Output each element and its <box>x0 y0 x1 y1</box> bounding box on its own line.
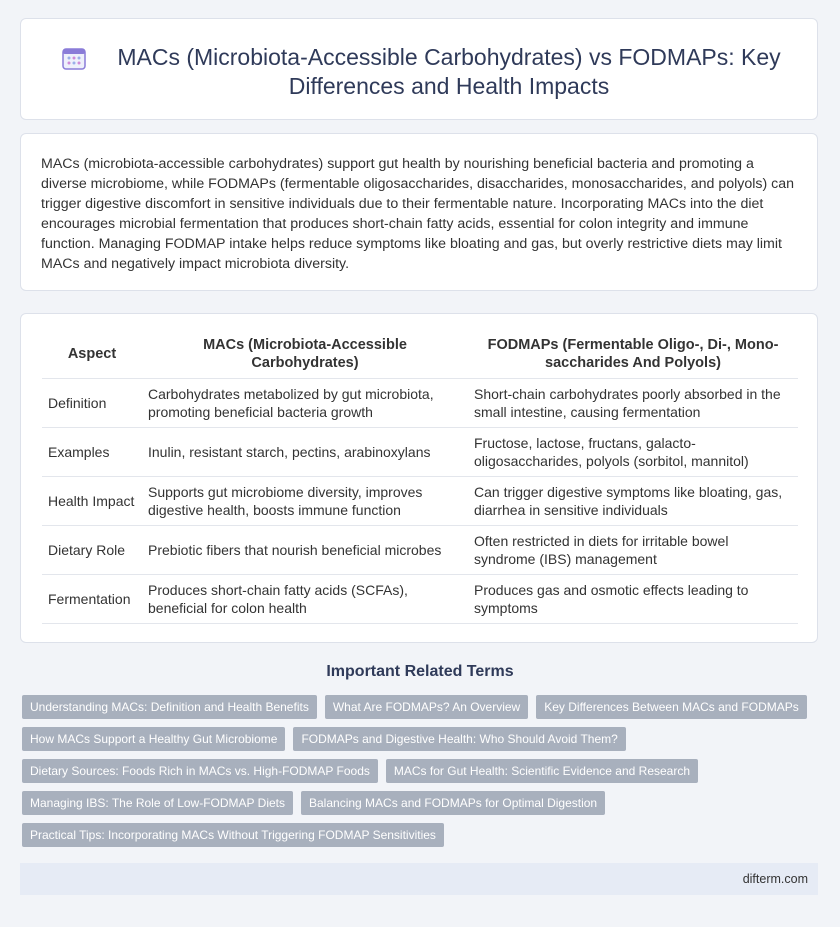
row-macs: Carbohydrates metabolized by gut microbiota, promoting beneficial bacteria growth <box>142 379 468 428</box>
row-aspect: Health Impact <box>42 477 142 526</box>
row-aspect: Dietary Role <box>42 526 142 575</box>
table-row <box>42 477 798 526</box>
page-title: MACs (Microbiota-Accessible Carbohydrates) vs FODMAPs: Key Differences and Health Impacts <box>117 44 781 99</box>
table-row <box>42 379 798 428</box>
related-term-tag[interactable]: Understanding MACs: Definition and Health Benefits <box>22 695 317 719</box>
table-row <box>42 575 798 624</box>
header-fodmaps: FODMAPs (Fermentable Oligo-, Di-, Mono-saccharides And Polyols) <box>487 337 779 371</box>
row-aspect: Fermentation <box>42 575 142 624</box>
row-macs: Prebiotic fibers that nourish beneficial microbes <box>142 526 468 575</box>
row-fodmaps: Can trigger digestive symptoms like bloating, gas, diarrhea in sensitive individuals <box>468 477 798 526</box>
header-aspect: Aspect <box>67 346 117 362</box>
related-term-tag[interactable]: Practical Tips: Incorporating MACs Without Triggering FODMAP Sensitivities <box>22 823 444 847</box>
row-aspect: Examples <box>42 428 142 477</box>
table-row <box>42 428 798 477</box>
table-header-row <box>42 330 798 379</box>
related-term-tag[interactable]: Dietary Sources: Foods Rich in MACs vs. High-FODMAP Foods <box>22 759 378 783</box>
row-macs: Inulin, resistant starch, pectins, arabinoxylans <box>142 428 468 477</box>
comparison-table <box>42 330 798 624</box>
table-row <box>42 526 798 575</box>
intro-paragraph: MACs (microbiota-accessible carbohydrates) support gut health by nourishing beneficial bacteria and promoting a diverse microbiome, while FODMAPs (fermentable oligosaccharides, disaccharides, monosaccharides, and polyols) can trigger digestive discomfort in sensitive individuals due to their fermentable nature. Incorporating MACs into the diet encourages microbial fermentation that produces short-chain fatty acids, essential for colon integrity and immune function. Managing FODMAP intake helps reduce symptoms like bloating and gas, but overly restrictive diets may limit MACs and negatively impact microbiota diversity. <box>41 156 795 272</box>
related-terms-title: Important Related Terms <box>326 663 514 680</box>
row-fodmaps: Produces gas and osmotic effects leading to symptoms <box>468 575 798 624</box>
row-fodmaps: Fructose, lactose, fructans, galacto-oligosaccharides, polyols (sorbitol, mannitol) <box>468 428 798 477</box>
footer-site-link[interactable]: difterm.com <box>742 872 808 886</box>
row-fodmaps: Often restricted in diets for irritable bowel syndrome (IBS) management <box>468 526 798 575</box>
intro-card <box>20 133 818 291</box>
row-fodmaps: Short-chain carbohydrates poorly absorbed in the small intestine, causing fermentation <box>468 379 798 428</box>
related-term-tag[interactable]: Balancing MACs and FODMAPs for Optimal Digestion <box>301 791 605 815</box>
row-aspect: Definition <box>42 379 142 428</box>
footer <box>20 863 818 895</box>
comparison-table-card <box>20 313 818 643</box>
related-term-tag[interactable]: FODMAPs and Digestive Health: Who Should Avoid Them? <box>293 727 625 751</box>
related-term-tag[interactable]: How MACs Support a Healthy Gut Microbiome <box>22 727 285 751</box>
calendar-grid-icon <box>61 45 87 71</box>
related-term-tag[interactable]: MACs for Gut Health: Scientific Evidence and Research <box>386 759 698 783</box>
related-term-tag[interactable]: What Are FODMAPs? An Overview <box>325 695 528 719</box>
header-card <box>20 18 818 120</box>
related-terms-list <box>22 695 802 855</box>
row-macs: Supports gut microbiome diversity, improves digestive health, boosts immune function <box>142 477 468 526</box>
related-term-tag[interactable]: Managing IBS: The Role of Low-FODMAP Diets <box>22 791 293 815</box>
header-macs: MACs (Microbiota-Accessible Carbohydrates) <box>203 337 407 371</box>
row-macs: Produces short-chain fatty acids (SCFAs), beneficial for colon health <box>142 575 468 624</box>
related-term-tag[interactable]: Key Differences Between MACs and FODMAPs <box>536 695 807 719</box>
